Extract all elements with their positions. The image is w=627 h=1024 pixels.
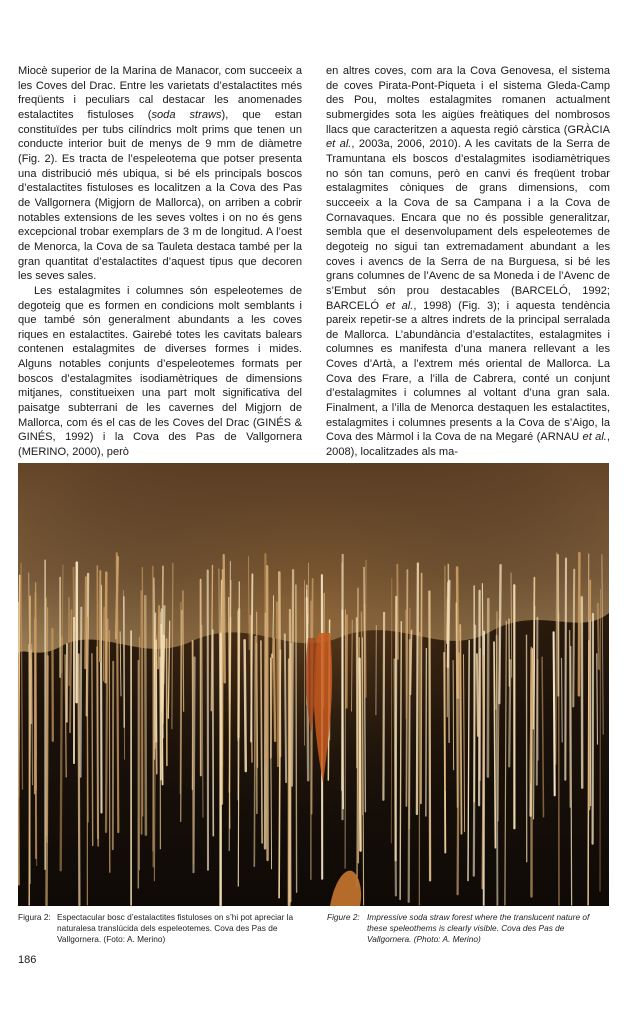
straw-stalactite (597, 654, 598, 745)
paragraph (18, 64, 302, 284)
straw-stalactite (285, 634, 286, 782)
straw-stalactite (277, 602, 278, 766)
straw-stalactite (296, 585, 297, 892)
body-text-left-column (18, 64, 302, 460)
straw-stalactite (453, 661, 454, 770)
straw-stalactite (290, 644, 291, 905)
straw-stalactite (342, 610, 343, 809)
soda-straw-forest-image (18, 463, 609, 906)
straw-stalactite (479, 591, 480, 805)
straw-stalactite (570, 631, 571, 807)
text-run: ), que estan constituïdes per tubs cilíndrics molt prims que tenen un conducte interior buit de menys de 9 mm de diàmetre (Fig. 2). Es tracta de l’espeleotema que potser presenta una distribució més ubiqua, si bé els principals boscos d’estalactites fistuloses es localitzen a la Cova des Pas de Vallgornera (Migjorn de Mallorca), on arriben a cobrir notables extensions de les seves voltes i on no és gens excepcional trobar exemplars de 3 m de longitud. A l’oest de Menorca, la Cova de sa Tauleta destaca també per la gran quantitat d’estalactites d’aquest tipus que decoren les seves sales. (18, 108, 302, 283)
straw-stalactite (254, 637, 255, 867)
straw-stalactite (265, 554, 266, 766)
italic-text: et al. (582, 431, 607, 444)
caption-text: Espectacular bosc d’estalactites fistuloses on s’hi pot apreciar la naturalesa translúcida dels espeleotemes. Cova des Pas de Vallgornera. (Foto: A. Merino) (57, 912, 294, 944)
straw-stalactite (279, 572, 280, 756)
straw-stalactite (92, 654, 93, 846)
straw-stalactite (537, 618, 538, 785)
text-run: Miocè superior de la Marina de Manacor, com succeeix a les Coves del Drac. Entre les varietats d’estalactites més freqüents i peculiars cal destacar les anomenades estalactites fistuloses ( (18, 65, 302, 121)
straw-stalactite (579, 553, 580, 695)
straw-stalactite (598, 604, 599, 669)
straw-stalactite (222, 570, 223, 804)
caption-label: Figura 2: (18, 912, 51, 922)
straw-stalactite (391, 579, 392, 843)
straw-stalactite (180, 602, 181, 793)
straw-stalactite (429, 592, 430, 881)
straw-stalactite (421, 574, 422, 804)
straw-stalactite (477, 654, 478, 736)
caption-label: Figure 2: (327, 912, 360, 922)
figure-2-photo (18, 463, 609, 906)
caption-text: Impressive soda straw forest where the translucent nature of these speleothems is clearly visible. Cova des Pas de Vallgornera. (Photo: A. Merino) (367, 912, 590, 944)
straw-stalactite (383, 613, 384, 800)
straw-stalactite (194, 657, 195, 872)
straw-stalactite (81, 608, 82, 777)
straw-stalactite (213, 630, 214, 836)
straw-stalactite (224, 555, 225, 682)
body-text-right-column (326, 64, 610, 460)
straw-stalactite (274, 639, 275, 741)
straw-stalactite (499, 565, 500, 703)
straw-stalactite (458, 654, 459, 895)
text-run: , 1998) (Fig. 3); i aquesta tendència pareix repetir-se a altres indrets de la principal serralada de Mallorca. L’abundància d’estalactites, estalagmites i columnes es manifesta d’una manera rellevant a les Coves d’Artà, a l’extrem més oriental de Mallorca. La Cova des Frare, a l’illa de Cabrera, conté un conjunt d’estalagmites i columnes al voltant d’una gran sala. Finalment, a l’illa de Menorca destaquen les estalactites, estalagmites i columnes presents a la Cova de s’Aigo, la Cova des Màrmol i la Cova de na Megaré (ARNAU (326, 299, 610, 444)
straw-stalactite (153, 567, 154, 867)
straw-stalactite (409, 640, 410, 902)
straw-stalactite (397, 565, 398, 659)
italic-text: soda straws (151, 108, 222, 121)
straw-stalactite (29, 596, 30, 905)
straw-stalactite (145, 596, 146, 834)
straw-stalactite (97, 647, 98, 838)
italic-text: et al. (385, 299, 414, 312)
straw-stalactite (183, 591, 184, 711)
straw-stalactite (106, 620, 107, 832)
text-run: , 2008), localitzades als ma- (326, 431, 610, 459)
italic-text: et al. (326, 138, 352, 151)
text-run: , 2003a, 2006, 2010). A les cavitats de la Serra de Tramuntana els boscos d’estalagmites isodiamètriques no són tan comuns, però en canvi és freqüent trobar estalagmites còniques de grans dimensions, com succeeix a la Cova de sa Campana i a la Cova de Cornavaques. Encara que no és possible generalitzar, sembla que el desenvolupament dels espeleotemes de degoteig no sigui tan extremadament abundant a les coves i avencs de la Serra de na Burguesa, si bé les grans columnes de l’Avenc de sa Moneda i de l’Avenc de s’Embut són prou destacables (BARCELÓ, 1992; BARCELÓ (326, 138, 610, 312)
straw-stalactite (61, 638, 62, 871)
straw-stalactite (360, 659, 361, 851)
straw-stalactite (447, 583, 448, 643)
straw-stalactite (565, 559, 566, 780)
straw-stalactite (396, 597, 397, 861)
straw-stalactite (292, 570, 293, 786)
paragraph (18, 284, 302, 460)
straw-stalactite (573, 570, 574, 707)
straw-stalactite (245, 640, 246, 771)
straw-stalactite (554, 632, 555, 795)
paragraph (326, 64, 610, 460)
straw-stalactite (85, 577, 86, 668)
straw-stalactite (158, 606, 159, 669)
straw-stalactite (251, 574, 252, 741)
straw-stalactite (79, 654, 80, 905)
straw-stalactite (117, 553, 119, 832)
straw-stalactite (417, 564, 418, 815)
page-number: 186 (18, 954, 37, 966)
straw-stalactite (36, 583, 37, 759)
straw-stalactite (562, 658, 563, 742)
text-run: en altres coves, com ara la Cova Genovesa, el sistema de coves Pirata-Pont-Piqueta i el sistema Gleda-Camp des Pou, moltes estalagmites romanen actualment submergides sota les aigües freàtiques del nombrosos llacs que caracteritzen a aquesta regió càrstica (GRÀCIA (326, 65, 610, 136)
text-run: Les estalagmites i columnes són espeleotemes de degoteig que es formen en condicions molt semblants i que també són generalment abundants a les coves riques en estalactites. Gairebé totes les cavitats balears contenen estalagmites de diverses formes i mides. Alguns notables conjunts d’espeleotemes formats per boscos d’estalagmites isodiamètriques de dimensions mitjanes, constitueixen una part molt significativa del paisatge subterrani de les cavernes del Migjorn de Mallorca, com és el cas de les Coves del Drac (GINÉS & GINÉS, 1992) i la Cova des Pas de Vallgornera (MERINO, 2000), però (18, 284, 302, 459)
straw-stalactite (109, 631, 110, 872)
straw-stalactite (47, 608, 48, 843)
straw-stalactite (18, 655, 19, 885)
